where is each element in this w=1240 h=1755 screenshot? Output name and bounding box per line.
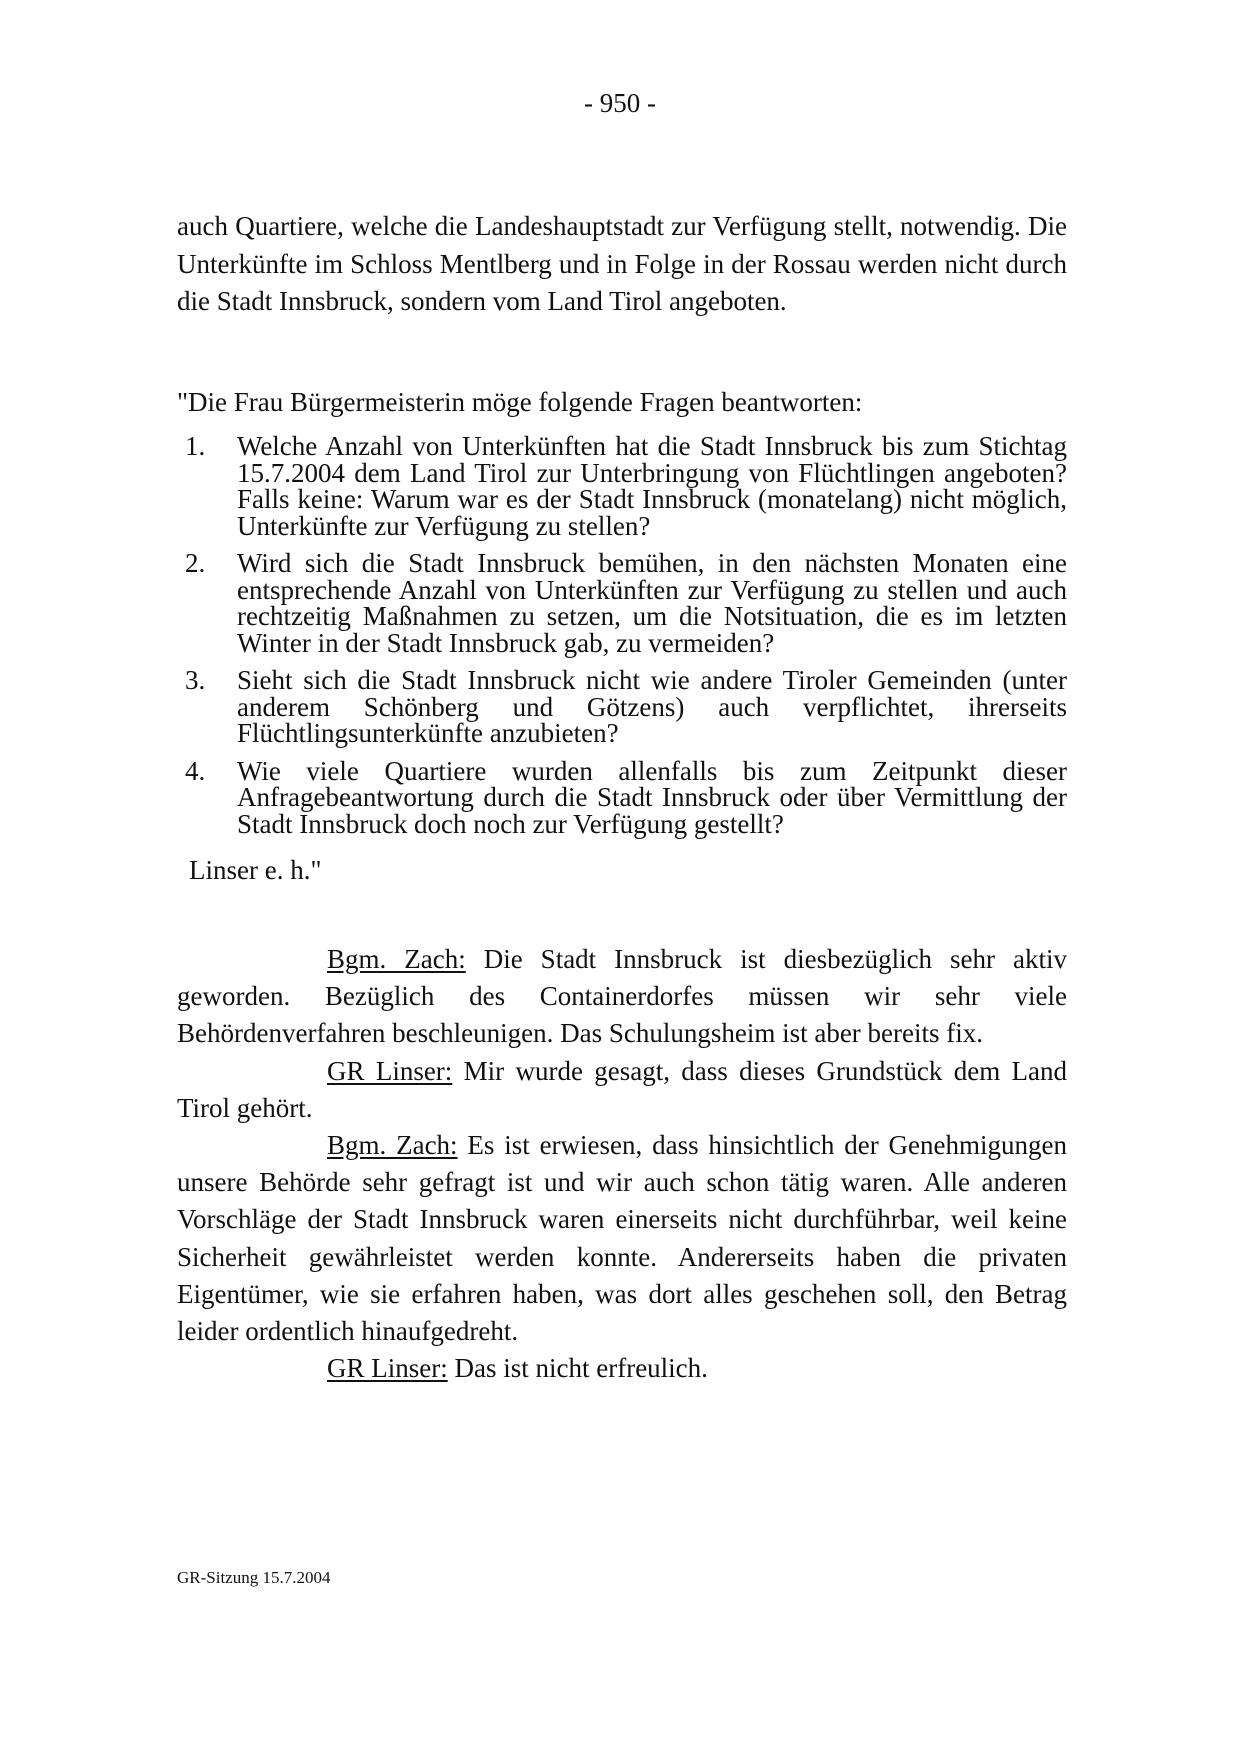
speaker-name: Bgm. Zach: — [327, 1130, 458, 1161]
question-text: Wie viele Quartiere wurden allenfalls bis zum Zeitpunkt dieser Anfragebeantwortung durch die Stadt Innsbruck oder über Vermittlung der Stadt Innsbruck doch noch zur Verfügung gestellt? — [237, 755, 1067, 839]
question-text: Sieht sich die Stadt Innsbruck nicht wie andere Tiroler Gemeinden (unter anderem Schönberg und Götzens) auch verpflichtet, ihrerseits Flüchtlingsunterkünfte anzubieten? — [237, 665, 1067, 748]
question-text: Welche Anzahl von Unterkünften hat die Stadt Innsbruck bis zum Stichtag 15.7.2004 dem Land Tirol zur Unterbringung von Flüchtlingen angeboten? Falls keine: Warum war es der Stadt Innsbruck (monatelang) nicht möglich, Unterkünfte zur Verfügung zu stellen? — [237, 431, 1067, 541]
page-footer: GR-Sitzung 15.7.2004 — [177, 1568, 331, 1587]
speech-text: Es ist erwiesen, dass hinsichtlich der Genehmigungen unsere Behörde sehr gefragt ist und wir auch schon tätig waren. Alle anderen Vorschläge der Stadt Innsbruck waren einerseits nicht durchführbar, weil keine Sicherheit gewährleistet werden konnte. Andererseits haben die privaten Eigentümer, wie sie erfahren haben, was dort alles geschehen soll, den Betrag leider ordentlich hinaufgedreht. — [177, 1130, 1068, 1347]
intro-paragraph: auch Quartiere, welche die Landeshauptstadt zur Verfügung stellt, notwendig. Die Unterkünfte im Schloss Mentlberg und in Folge in der Rossau werden nicht durch die Stadt Innsbruck, sondern vom Land Tirol angeboten. — [177, 211, 1067, 316]
page-number: - 950 - — [584, 88, 656, 118]
question-list — [185, 433, 1067, 848]
speech-text: Mir wurde gesagt, dass dieses Grundstück dem Land Tirol gehört. — [177, 1055, 1067, 1123]
dialog-paragraph — [177, 941, 1067, 1053]
question-number: 3. — [185, 665, 206, 695]
speaker-name: Bgm. Zach: — [327, 944, 466, 974]
question-number: 1. — [185, 431, 206, 461]
question-text: Wird sich die Stadt Innsbruck bemühen, in den nächsten Monaten eine entsprechende Anzahl von Unterkünften zur Verfügung zu stellen und auch rechtzeitig Maßnahmen zu setzen, um die Notsituation, die es im letzten Winter in der Stadt Innsbruck gab, zu vermeiden? — [237, 548, 1067, 658]
question-number: 4. — [185, 755, 206, 786]
speech-text: Das ist nicht erfreulich. — [454, 1353, 708, 1384]
question-lead: "Die Frau Bürgermeisterin möge folgende Fragen beantworten: — [177, 387, 863, 417]
question-number: 2. — [185, 548, 206, 578]
speaker-name: GR Linser: — [327, 1353, 448, 1384]
dialog-section — [177, 941, 1067, 1387]
list-item — [185, 433, 1067, 539]
speech-text: Die Stadt Innsbruck ist diesbezüglich sehr aktiv geworden. Bezüglich des Containerdorfes müssen wir sehr viele Behördenverfahren beschleunigen. Das Schulungsheim ist aber bereits fix. — [177, 944, 1067, 1049]
dialog-paragraph — [177, 1350, 1067, 1387]
list-item — [185, 667, 1067, 747]
speaker-name: GR Linser: — [327, 1055, 453, 1086]
dialog-paragraph — [177, 1127, 1067, 1350]
signature: Linser e. h." — [189, 855, 322, 885]
dialog-paragraph — [177, 1053, 1067, 1127]
list-item — [185, 550, 1067, 656]
list-item — [185, 755, 1067, 839]
